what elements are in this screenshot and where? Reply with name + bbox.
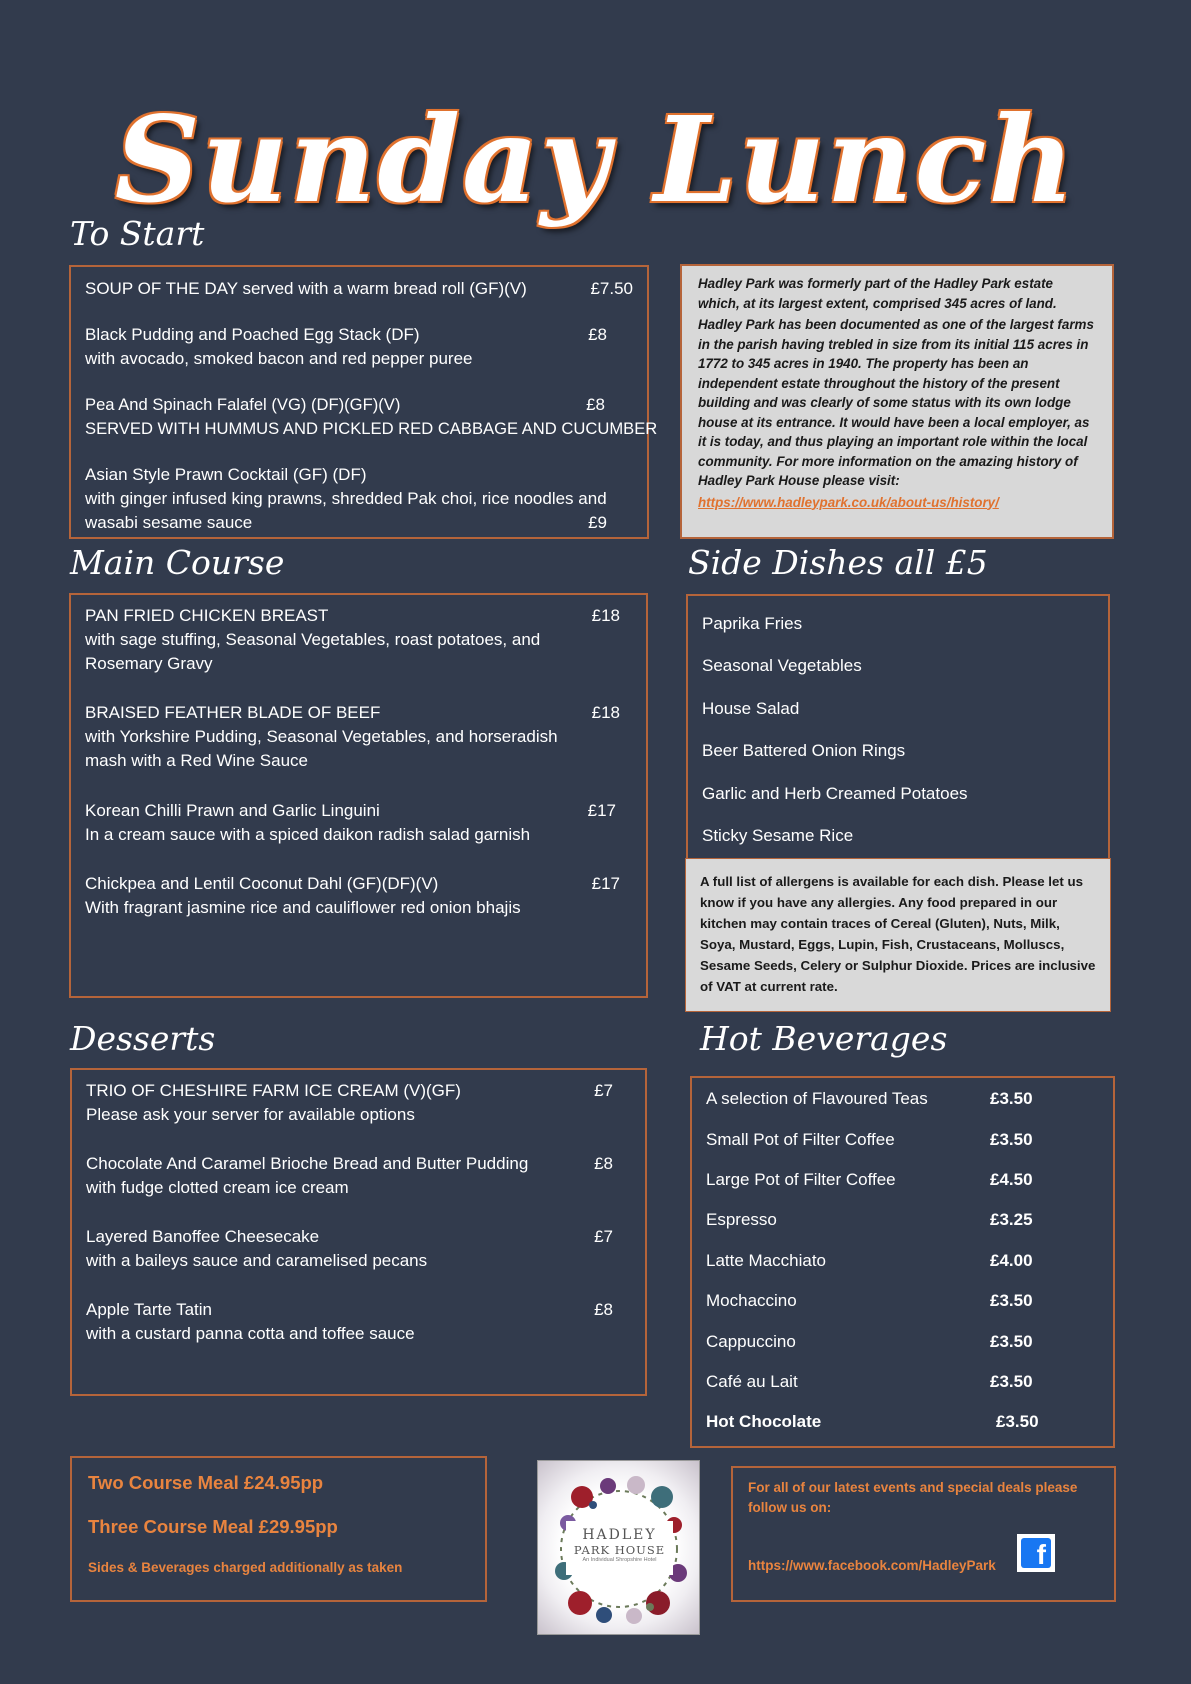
facebook-icon[interactable] xyxy=(1017,1534,1055,1572)
beverage-name: Large Pot of Filter Coffee xyxy=(706,1170,896,1189)
logo-text-panel xyxy=(566,1521,673,1575)
history-text: Hadley Park has been documented as one of the largest farms in the parish having trebled in size from its initial 115 acres in 1772 to 345 acres in 1940. The property has been an independent estate throughout the history of the present building and was clearly of some status with its own lodge house at its entrance. It would have been a local employer, as it is today, and thus playing an important role within the local community. For more information on the amazing history of Hadley Park House please visit: xyxy=(698,317,1094,488)
starters-heading: To Start xyxy=(70,214,205,253)
menu-item: Chocolate And Caramel Brioche Bread and Butter Pudding with fudge clotted cream ice cream £8 xyxy=(86,1154,613,1197)
beverage-name: Cappuccino xyxy=(706,1332,796,1351)
mains-box xyxy=(69,593,648,998)
history-box xyxy=(680,264,1114,539)
side-dish-item: Sticky Sesame Rice xyxy=(702,826,854,845)
beverage-item xyxy=(706,1130,1099,1150)
side-dish-item: Seasonal Vegetables xyxy=(702,656,862,675)
beverage-price: £3.25 xyxy=(990,1210,1033,1229)
hotel-logo xyxy=(537,1460,700,1635)
side-dish-item: Paprika Fries xyxy=(702,614,803,633)
mains-heading: Main Course xyxy=(70,543,285,582)
social-box xyxy=(731,1466,1116,1602)
beverage-name: Espresso xyxy=(706,1210,777,1229)
beverage-item xyxy=(706,1372,1099,1392)
menu-item-price: £18 xyxy=(591,703,620,722)
starters-box xyxy=(69,265,658,539)
beverage-item xyxy=(706,1332,1099,1352)
deals-note: Sides & Beverages charged additionally as taken xyxy=(88,1560,403,1575)
beverage-price: £3.50 xyxy=(990,1372,1033,1391)
menu-item: Asian Style Prawn Cocktail (GF) (DF) with ginger infused king prawns, shredded Pak choi, rice noodles and wasabi sesame sauce £9 xyxy=(85,463,633,535)
beverage-price: £3.50 xyxy=(990,1089,1033,1108)
three-course-deal: Three Course Meal £29.95pp xyxy=(88,1516,338,1537)
beverage-name: Small Pot of Filter Coffee xyxy=(706,1130,895,1149)
facebook-link[interactable]: https://www.facebook.com/HadleyPark xyxy=(748,1558,996,1573)
beverage-price: £4.50 xyxy=(990,1170,1033,1189)
menu-item-price: £9 xyxy=(588,513,607,532)
menu-item-price: £7.50 xyxy=(590,279,633,298)
menu-item-price: £8 xyxy=(594,1300,613,1319)
beverage-item xyxy=(706,1291,1099,1311)
menu-item: BRAISED FEATHER BLADE OF BEEF with Yorkshire Pudding, Seasonal Vegetables, and horseradish mash with a Red Wine Sauce £18 xyxy=(85,703,620,770)
menu-item-price: £18 xyxy=(591,606,620,625)
sides-box xyxy=(686,594,1110,860)
menu-item-price: £7 xyxy=(594,1227,613,1246)
beverages-box xyxy=(690,1076,1115,1448)
menu-item: Black Pudding and Poached Egg Stack (DF) with avocado, smoked bacon and red pepper puree £8 xyxy=(85,325,607,368)
menu-item: Apple Tarte Tatin with a custard panna cotta and toffee sauce £8 xyxy=(86,1300,613,1343)
logo-tagline: An Individual Shropshire Hotel xyxy=(582,1557,657,1563)
menu-item: PAN FRIED CHICKEN BREAST with sage stuffing, Seasonal Vegetables, roast potatoes, and Rosemary Gravy £18 xyxy=(85,606,620,673)
beverage-price: £3.50 xyxy=(990,1291,1033,1310)
side-dish-item: Beer Battered Onion Rings xyxy=(702,741,906,760)
menu-item: Layered Banoffee Cheesecake with a baileys sauce and caramelised pecans £7 xyxy=(86,1227,613,1270)
beverage-name: Café au Lait xyxy=(706,1372,798,1391)
meal-deals-box xyxy=(70,1456,487,1602)
sides-heading: Side Dishes all £5 xyxy=(688,543,988,582)
allergen-notice: A full list of allergens is available for each dish. Please let us know if you have any allergies. Any food prepared in our kitchen may contain traces of Cereal (Gluten), Nuts, Milk, Soya, Mustard, Eggs, Lupin, Fish, Crustaceans, Molluscs, Sesame Seeds, Celery or Sulphur Dioxide. Prices are inclusive of VAT at current rate. xyxy=(685,858,1111,1012)
two-course-deal: Two Course Meal £24.95pp xyxy=(88,1472,324,1493)
beverage-price: £3.50 xyxy=(996,1412,1039,1431)
beverage-name: Latte Macchiato xyxy=(706,1251,827,1270)
menu-item-price: £7 xyxy=(594,1081,613,1100)
page-title: Sunday Lunch xyxy=(114,90,1077,229)
social-text: For all of our latest events and special deals please follow us on: xyxy=(748,1480,1078,1515)
beverage-price: £3.50 xyxy=(990,1332,1033,1351)
menu-item: Korean Chilli Prawn and Garlic Linguini In a cream sauce with a spiced daikon radish salad garnish £17 xyxy=(85,801,616,844)
logo-line2: PARK HOUSE xyxy=(573,1543,666,1557)
beverage-price: £3.50 xyxy=(990,1130,1033,1149)
beverage-price: £4.00 xyxy=(990,1251,1033,1270)
desserts-heading: Desserts xyxy=(70,1019,216,1058)
menu-item-price: £8 xyxy=(586,395,605,414)
logo-line1: HADLEY xyxy=(582,1527,657,1543)
beverage-name: Hot Chocolate xyxy=(706,1412,822,1431)
beverage-name: Mochaccino xyxy=(706,1291,797,1310)
menu-item-price: £8 xyxy=(588,325,607,344)
history-link[interactable]: https://www.hadleypark.co.uk/about-us/history/ xyxy=(698,494,999,510)
menu-item: Pea And Spinach Falafel (VG) (DF)(GF)(V) SERVED WITH HUMMUS AND PICKLED RED CABBAGE AND CUCUMBER £8 xyxy=(85,395,658,438)
side-dish-item: Garlic and Herb Creamed Potatoes xyxy=(702,784,968,803)
side-dish-item: House Salad xyxy=(702,699,800,718)
menu-item-price: £17 xyxy=(587,801,616,820)
menu-item-price: £17 xyxy=(591,874,620,893)
beverage-name: A selection of Flavoured Teas xyxy=(706,1089,928,1108)
beverage-item xyxy=(706,1251,1099,1271)
menu-item-price: £8 xyxy=(594,1154,613,1173)
menu-item: SOUP OF THE DAY served with a warm bread roll (GF)(V) £7.50 xyxy=(85,277,633,301)
beverage-item xyxy=(706,1170,1099,1190)
menu-item: TRIO OF CHESHIRE FARM ICE CREAM (V)(GF) Please ask your server for available options £7 xyxy=(86,1081,613,1124)
history-intro: Hadley Park was formerly part of the Hadley Park estate which, at its largest extent, comprised 345 acres of land. xyxy=(698,276,1057,311)
menu-item: Chickpea and Lentil Coconut Dahl (GF)(DF)(V) With fragrant jasmine rice and cauliflower red onion bhajis £17 xyxy=(85,874,620,917)
beverage-item xyxy=(706,1210,1099,1230)
beverages-heading: Hot Beverages xyxy=(700,1019,948,1058)
facebook-glyph: f xyxy=(1021,1538,1051,1568)
beverage-item xyxy=(706,1089,1099,1109)
beverage-item xyxy=(706,1412,1099,1432)
desserts-box xyxy=(70,1068,647,1396)
